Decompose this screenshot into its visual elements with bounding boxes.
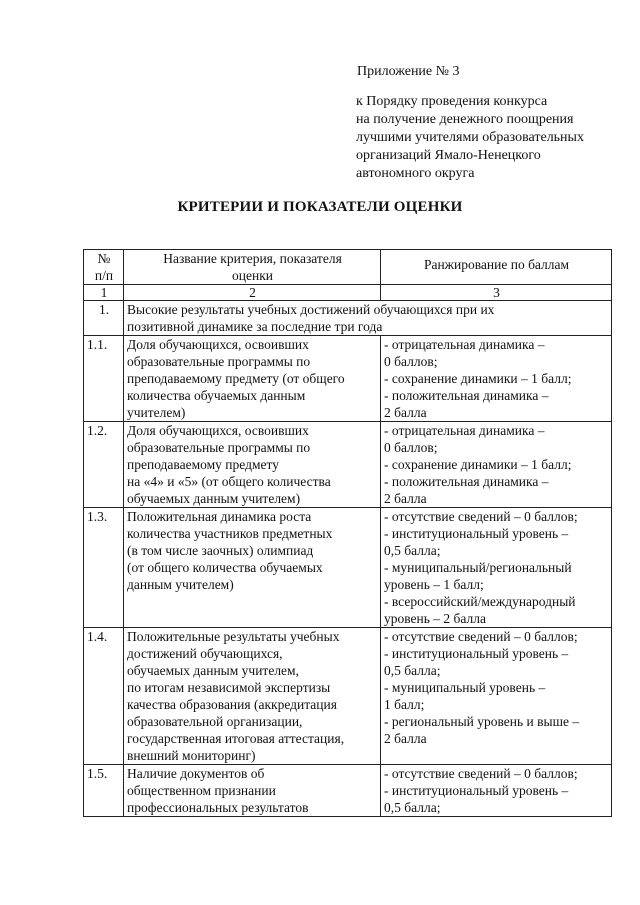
criterion-ranking-line: - муниципальный уровень – bbox=[384, 680, 546, 695]
criterion-ranking-line: - региональный уровень и выше – bbox=[384, 714, 580, 729]
criterion-name bbox=[124, 628, 381, 765]
criterion-name-line: (в том числе заочных) олимпиад bbox=[127, 543, 314, 558]
document-title: КРИТЕРИИ И ПОКАЗАТЕЛИ ОЦЕНКИ bbox=[177, 199, 463, 215]
criterion-ranking bbox=[381, 628, 612, 765]
col-number: 1 bbox=[84, 285, 124, 301]
criterion-ranking-line: - отсутствие сведений – 0 баллов; bbox=[384, 766, 578, 781]
criterion-ranking-line: 2 балла bbox=[384, 731, 427, 746]
criterion-ranking-line: - всероссийский/международный bbox=[384, 594, 576, 609]
appendix-label: Приложение № 3 bbox=[357, 64, 460, 79]
criterion-ranking-line: 0 баллов; bbox=[384, 354, 438, 369]
criterion-name-line: профессиональных результатов bbox=[127, 800, 309, 815]
criterion-ranking-line: 0 баллов; bbox=[384, 440, 438, 455]
table-row bbox=[84, 508, 612, 628]
row-number: 1.4. bbox=[84, 628, 124, 765]
criterion-ranking-line: - положительная динамика – bbox=[384, 474, 549, 489]
criterion-name-line: преподаваемому предмету bbox=[127, 457, 279, 472]
section-title bbox=[124, 301, 612, 336]
criterion-ranking-line: - институциональный уровень – bbox=[384, 783, 569, 798]
col-number: 2 bbox=[124, 285, 381, 301]
header-num-line: № bbox=[97, 251, 111, 266]
criterion-name-line: достижений обучающихся, bbox=[127, 646, 283, 661]
addressee-line: на получение денежного поощрения bbox=[356, 112, 574, 127]
criterion-name-line: количества обучаемых данным bbox=[127, 388, 306, 403]
criterion-name-line: общественном признании bbox=[127, 783, 276, 798]
addressee-line: к Порядку проведения конкурса bbox=[356, 94, 548, 109]
criterion-ranking-line: 0,5 балла; bbox=[384, 800, 441, 815]
criteria-table bbox=[83, 249, 612, 817]
criterion-ranking-line: - муниципальный/региональный bbox=[384, 560, 572, 575]
criterion-name-line: Наличие документов об bbox=[127, 766, 265, 781]
criterion-name-line: Доля обучающихся, освоивших bbox=[127, 423, 309, 438]
section-row bbox=[84, 301, 612, 336]
criterion-ranking-line: - отсутствие сведений – 0 баллов; bbox=[384, 509, 578, 524]
criterion-name-line: Доля обучающихся, освоивших bbox=[127, 337, 309, 352]
addressee-line: автономного округа bbox=[356, 166, 475, 181]
criterion-ranking-line: 2 балла bbox=[384, 405, 427, 420]
addressee-block bbox=[356, 93, 584, 183]
section-title-line: позитивной динамике за последние три года bbox=[127, 319, 383, 334]
table-row bbox=[84, 336, 612, 422]
criterion-name-line: качества образования (аккредитация bbox=[127, 697, 337, 712]
criterion-name-line: Положительная динамика роста bbox=[127, 509, 312, 524]
column-number-row bbox=[84, 285, 612, 301]
criterion-name-line: (от общего количества обучаемых bbox=[127, 560, 323, 575]
criterion-name-line: Положительные результаты учебных bbox=[127, 629, 340, 644]
criterion-ranking-line: - институциональный уровень – bbox=[384, 526, 569, 541]
criterion-name-line: образовательные программы по bbox=[127, 354, 311, 369]
criterion-name-line: данным учителем) bbox=[127, 577, 234, 592]
criterion-ranking-line: - институциональный уровень – bbox=[384, 646, 569, 661]
criterion-name bbox=[124, 422, 381, 508]
table-row bbox=[84, 628, 612, 765]
criterion-ranking-line: уровень – 1 балл; bbox=[384, 577, 484, 592]
criterion-ranking-line: 0,5 балла; bbox=[384, 663, 441, 678]
criterion-name-line: на «4» и «5» (от общего количества bbox=[127, 474, 331, 489]
header-num-line: п/п bbox=[94, 268, 114, 283]
criterion-name bbox=[124, 336, 381, 422]
header-name bbox=[124, 250, 381, 285]
addressee-line: организаций Ямало-Ненецкого bbox=[356, 148, 541, 163]
criterion-name-line: обучаемых данным учителем, bbox=[127, 663, 299, 678]
header-name-line: Название критерия, показателя bbox=[163, 251, 342, 266]
criterion-name-line: количества участников предметных bbox=[127, 526, 333, 541]
criterion-ranking bbox=[381, 422, 612, 508]
table-row bbox=[84, 422, 612, 508]
criterion-name-line: образовательные программы по bbox=[127, 440, 311, 455]
criterion-name-line: по итогам независимой экспертизы bbox=[127, 680, 331, 695]
table-row bbox=[84, 765, 612, 817]
row-number: 1.2. bbox=[84, 422, 124, 508]
header-name-line: оценки bbox=[232, 268, 273, 283]
criterion-ranking-line: - отсутствие сведений – 0 баллов; bbox=[384, 629, 578, 644]
criterion-ranking bbox=[381, 508, 612, 628]
header-rank-line: Ранжирование по баллам bbox=[423, 257, 570, 272]
section-title-line: Высокие результаты учебных достижений обучающихся при их bbox=[127, 302, 495, 317]
criterion-name-line: преподаваемому предмету (от общего bbox=[127, 371, 345, 386]
criterion-ranking bbox=[381, 765, 612, 817]
criterion-ranking-line: - отрицательная динамика – bbox=[384, 337, 545, 352]
header-num bbox=[84, 250, 124, 285]
criterion-ranking-line: - сохранение динамики – 1 балл; bbox=[384, 457, 572, 472]
criterion-ranking-line: 1 балл; bbox=[384, 697, 425, 712]
header-rank bbox=[381, 250, 612, 285]
criterion-ranking-line: - сохранение динамики – 1 балл; bbox=[384, 371, 572, 386]
addressee-line: лучшими учителями образовательных bbox=[356, 130, 584, 145]
row-number: 1.1. bbox=[84, 336, 124, 422]
col-number: 3 bbox=[381, 285, 612, 301]
criterion-name bbox=[124, 508, 381, 628]
criterion-ranking bbox=[381, 336, 612, 422]
criterion-name-line: внешний мониторинг) bbox=[127, 748, 256, 763]
row-number: 1.5. bbox=[84, 765, 124, 817]
criterion-ranking-line: 0,5 балла; bbox=[384, 543, 441, 558]
criterion-name-line: образовательной организации, bbox=[127, 714, 303, 729]
criterion-name-line: обучаемых данным учителем) bbox=[127, 491, 301, 506]
criterion-name bbox=[124, 765, 381, 817]
criterion-ranking-line: - отрицательная динамика – bbox=[384, 423, 545, 438]
section-num: 1. bbox=[84, 301, 124, 336]
row-number: 1.3. bbox=[84, 508, 124, 628]
criterion-ranking-line: 2 балла bbox=[384, 491, 427, 506]
criterion-name-line: государственная итоговая аттестация, bbox=[127, 731, 345, 746]
criterion-name-line: учителем) bbox=[127, 405, 186, 420]
criterion-ranking-line: - положительная динамика – bbox=[384, 388, 549, 403]
table-header-row bbox=[84, 250, 612, 285]
criterion-ranking-line: уровень – 2 балла bbox=[384, 611, 486, 626]
